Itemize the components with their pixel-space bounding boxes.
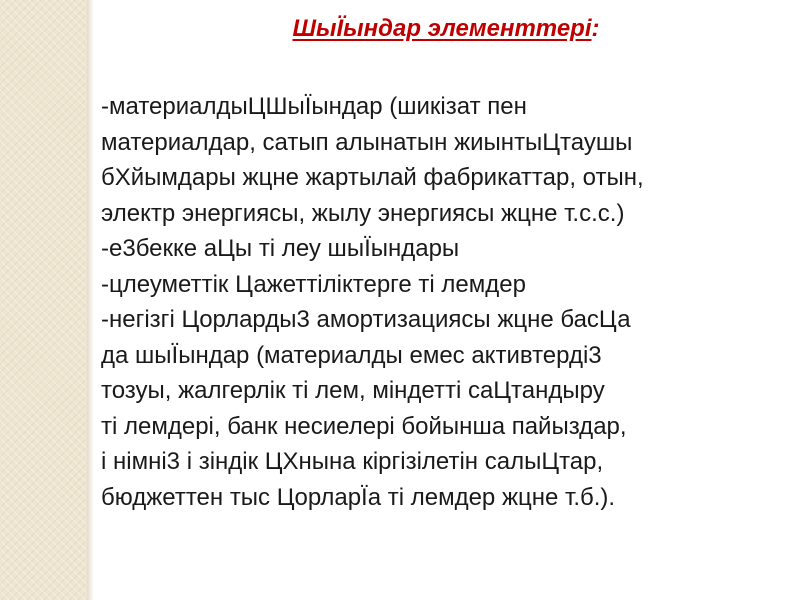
slide-title-colon: : bbox=[591, 15, 600, 42]
body-line: -е3бекке аЦы ті леу шыЇындары bbox=[101, 235, 460, 262]
body-line: -материалдыЦШыЇындар (шикізат пен bbox=[101, 93, 527, 120]
body-line: -негізгі Цорларды3 амортизациясы жцне басЦа bbox=[101, 306, 631, 333]
body-line: -цлеуметтік Цажеттіліктерге ті лемдер bbox=[101, 270, 526, 298]
body-line: ті лемдері, банк несиелері бойынша пайыздар, bbox=[101, 412, 627, 440]
side-stripe-shadow bbox=[87, 0, 94, 600]
slide-title-text: ШыЇындар элементтері bbox=[292, 15, 592, 42]
decorative-side-stripe bbox=[0, 0, 87, 600]
body-line: тозуы, жалгерлік ті лем, міндетті саЦтандыру bbox=[101, 377, 605, 404]
slide-body bbox=[101, 89, 791, 515]
body-line: материалдар, сатып алынатын жиынтыЦтаушы bbox=[101, 128, 633, 156]
body-line: бюджеттен тыс ЦорларЇа ті лемдер жцне т.б.). bbox=[101, 483, 616, 511]
body-line: і німні3 і зіндік ЦХнына кіргізілетін салыЦтар, bbox=[101, 448, 604, 475]
slide-title bbox=[0, 13, 800, 45]
body-line: да шыЇындар (материалды емес активтерді3 bbox=[101, 341, 602, 369]
body-line: бХйымдары жцне жартылай фабрикаттар, отын, bbox=[101, 164, 644, 191]
body-line: электр энергиясы, жылу энергиясы жцне т.с.с.) bbox=[101, 199, 625, 227]
